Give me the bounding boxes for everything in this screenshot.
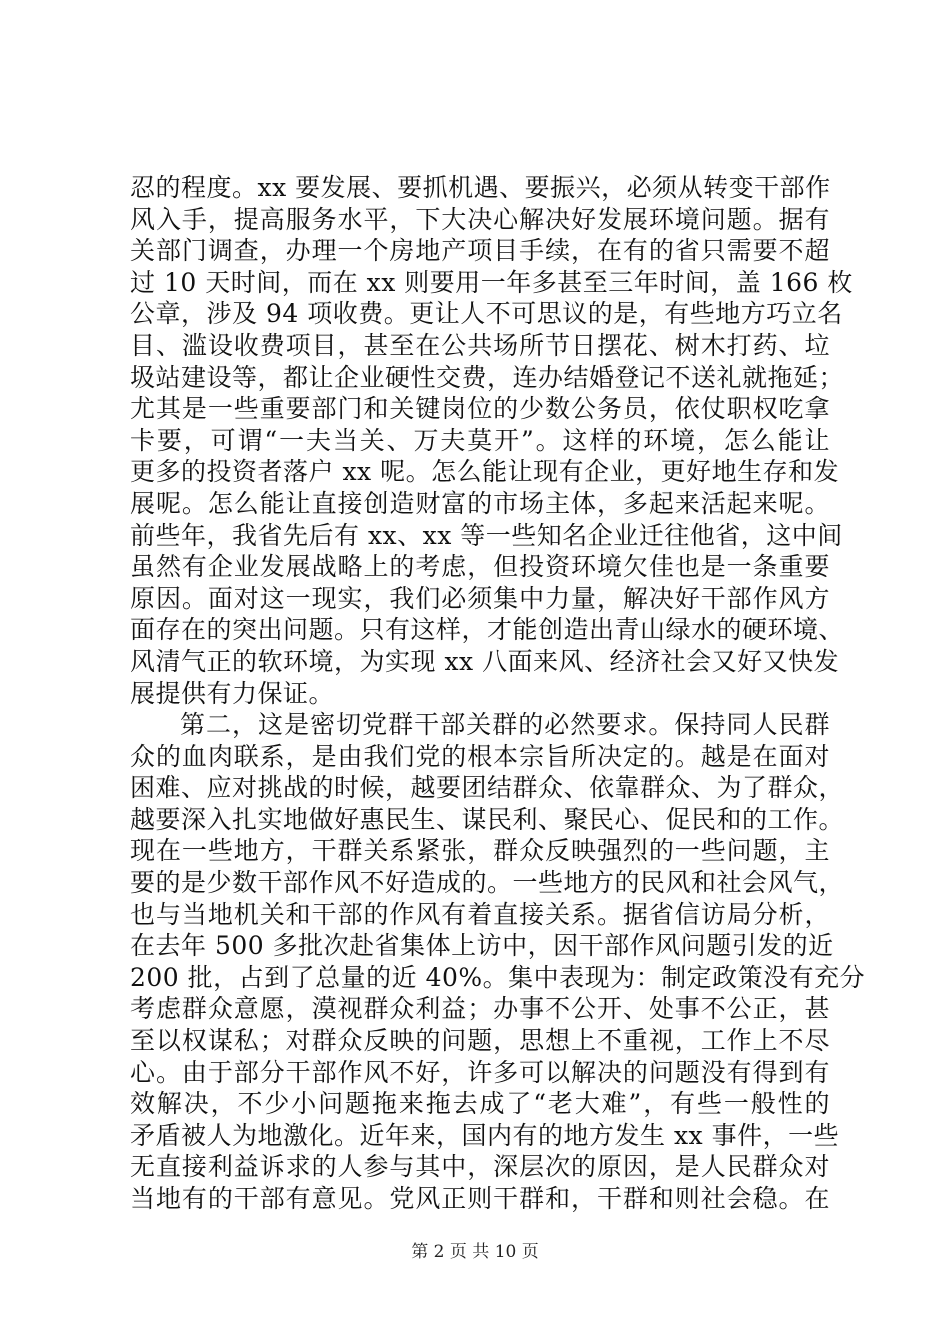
text-line: 风清气正的软环境，为实现 xx 八面来风、经济社会又好又快发 — [130, 646, 840, 676]
text-line: 越要深入扎实地做好惠民生、谋民利、聚民心、促民和的工作。 — [130, 804, 845, 834]
text-line: 矛盾被人为地激化。近年来，国内有的地方发生 xx 事件，一些 — [130, 1120, 840, 1150]
body-text — [130, 172, 866, 1215]
text-line: 无直接利益诉求的人参与其中，深层次的原因，是人民群众对 — [130, 1152, 830, 1182]
text-line: 目、滥设收费项目，甚至在公共场所节日摆花、树木打药、垃 — [130, 330, 830, 360]
page-footer — [0, 1240, 950, 1264]
text-line: 面存在的突出问题。只有这样，才能创造出青山绿水的硬环境、 — [130, 615, 845, 645]
text-line: 在去年 500 多批次赴省集体上访中，因干部作风问题引发的近 — [130, 931, 834, 961]
text-line: 原因。面对这一现实，我们必须集中力量，解决好干部作风方 — [130, 583, 830, 613]
text-line: 众的血肉联系，是由我们党的根本宗旨所决定的。越是在面对 — [130, 741, 830, 771]
text-line: 卡要，可谓“一夫当关、万夫莫开”。这样的环境，怎么能让 — [130, 425, 830, 455]
text-line: 考虑群众意愿，漠视群众利益；办事不公开、处事不公正，甚 — [130, 994, 830, 1024]
text-line: 尤其是一些重要部门和关键岗位的少数公务员，依仗职权吃拿 — [130, 394, 830, 424]
text-line: 风入手，提高服务水平，下大决心解决好发展环境问题。据有 — [130, 204, 830, 234]
text-line: 过 10 天时间，而在 xx 则要用一年多甚至三年时间，盖 166 枚 — [130, 267, 853, 297]
text-line: 困难、应对挑战的时候，越要团结群众、依靠群众、为了群众， — [130, 773, 845, 803]
paragraph-start-line: 第二，这是密切党群干部关群的必然要求。保持同人民群 — [180, 710, 830, 740]
text-line: 展提供有力保证。 — [130, 678, 335, 708]
text-line: 圾站建设等，都让企业硬性交费，连办结婚登记不送礼就拖延； — [130, 362, 845, 392]
text-line: 关部门调查，办理一个房地产项目手续，在有的省只需要不超 — [130, 236, 830, 266]
text-line: 忍的程度。xx 要发展、要抓机遇、要振兴，必须从转变干部作 — [130, 173, 831, 202]
text-line: 效解决，不少小问题拖来拖去成了“老大难”，有些一般性的 — [130, 1089, 830, 1119]
page-number-label: 第 2 页 共 10 页 — [411, 1242, 539, 1262]
text-line: 虽然有企业发展战略上的考虑，但投资环境欠佳也是一条重要 — [130, 552, 830, 582]
text-line: 当地有的干部有意见。党风正则干群和，干群和则社会稳。在 — [130, 1184, 830, 1213]
text-line: 现在一些地方，干群关系紧张，群众反映强烈的一些问题，主 — [130, 836, 830, 866]
text-line: 至以权谋私；对群众反映的问题，思想上不重视，工作上不尽 — [130, 1026, 830, 1056]
text-line: 展呢。怎么能让直接创造财富的市场主体，多起来活起来呢。 — [130, 488, 830, 518]
text-line: 前些年，我省先后有 xx、xx 等一些知名企业迁往他省，这中间 — [130, 520, 843, 550]
text-line: 200 批，占到了总量的近 40%。集中表现为：制定政策没有充分 — [130, 962, 866, 992]
text-line: 也与当地机关和干部的作风有着直接关系。据省信访局分析， — [130, 899, 830, 929]
text-line: 要的是少数干部作风不好造成的。一些地方的民风和社会风气， — [130, 868, 845, 898]
text-line: 更多的投资者落户 xx 呢。怎么能让现有企业，更好地生存和发 — [130, 457, 840, 487]
text-line: 公章，涉及 94 项收费。更让人不可思议的是，有些地方巧立名 — [130, 299, 843, 329]
text-line: 心。由于部分干部作风不好，许多可以解决的问题没有得到有 — [130, 1057, 830, 1087]
